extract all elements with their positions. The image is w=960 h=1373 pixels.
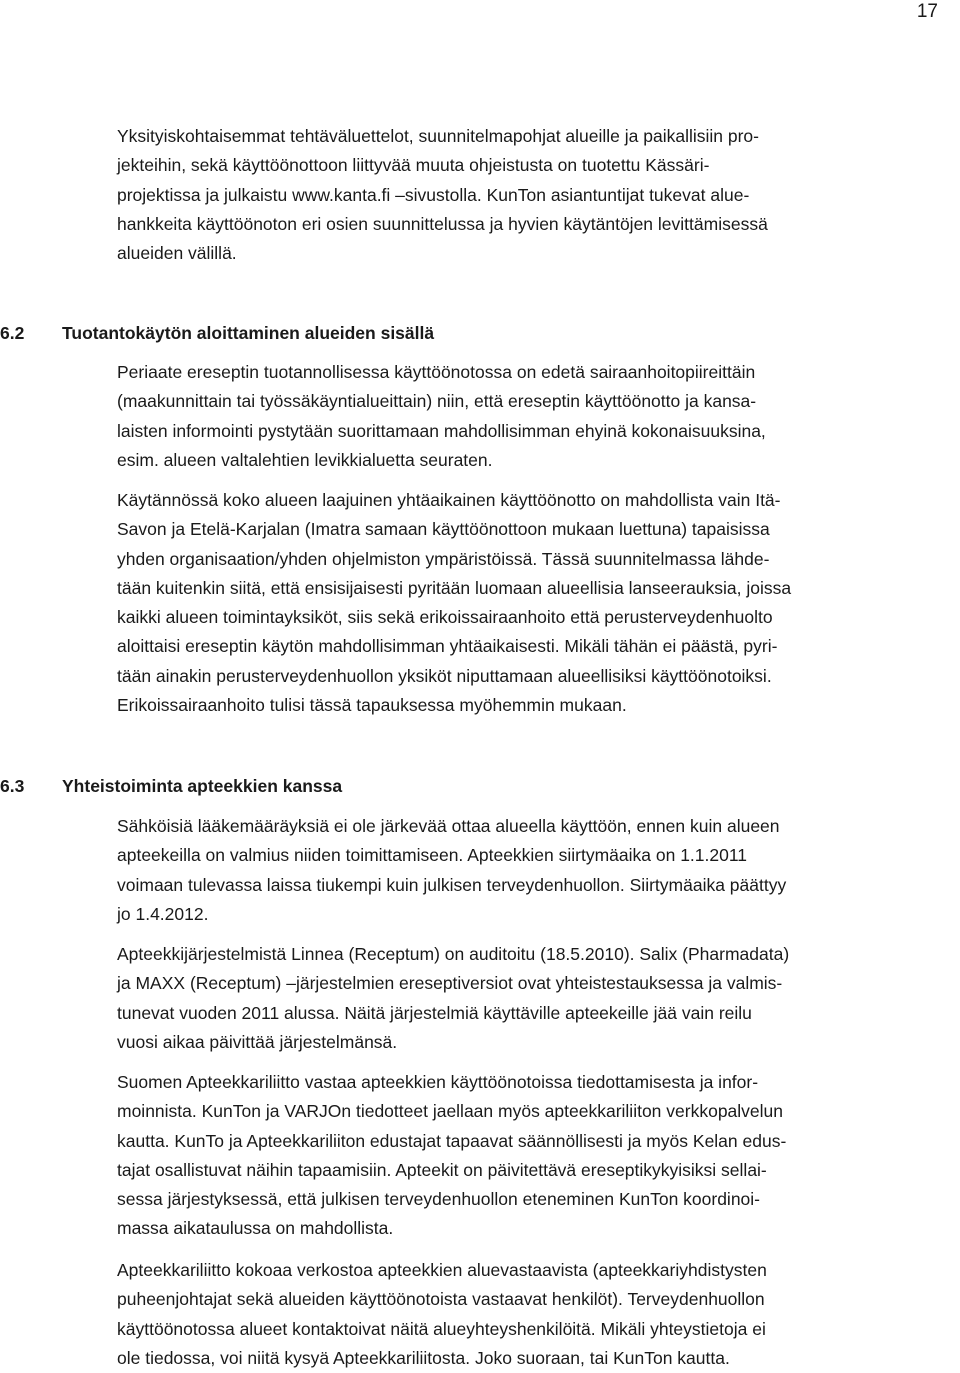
text-line: Yksityiskohtaisemmat tehtäväluettelot, suunnitelmapohjat alueille ja paikallisiin pro-: [117, 126, 759, 146]
text-line: Periaate ereseptin tuotannollisessa käyttöönotossa on edetä sairaanhoitopiireittäin: [117, 362, 756, 382]
section-heading-6-2: [0, 318, 960, 348]
text-line: tunevat vuoden 2011 alussa. Näitä järjestelmiä käyttäville apteekeille jää vain reilu: [117, 1002, 752, 1023]
text-line: vuosi aikaa päivittää järjestelmänsä.: [117, 1031, 398, 1052]
page-number: 17: [916, 1, 938, 22]
text-line: projektissa ja julkaistu www.kanta.fi –sivustolla. KunTon asiantuntijat tukevat alue-: [117, 184, 750, 205]
text-line: sessa järjestyksessä, että julkisen terveydenhuollon eteneminen KunTon koordinoi-: [117, 1189, 761, 1210]
text-line: Apteekkariliitto kokoaa verkostoa apteekkien aluevastaavista (apteekkariyhdistysten: [117, 1260, 767, 1280]
text-line: laisten informointi pystytään suorittamaan mahdollisimman ehyinä kokonaisuuksina,: [117, 420, 766, 441]
intro-paragraph: [117, 122, 940, 268]
text-line: alueiden välillä.: [117, 243, 237, 264]
text-line: hankkeita käyttöönoton eri osien suunnittelussa ja hyvien käytäntöjen levittämisessä: [117, 213, 768, 234]
text-line: Suomen Apteekkariliitto vastaa apteekkien käyttöönotoissa tiedottamisesta ja infor-: [117, 1072, 759, 1092]
text-line: kautta. KunTo ja Apteekkariliiton edustajat tapaavat säännöllisesti ja myös Kelan edus-: [117, 1130, 787, 1151]
section-6-3-paragraph-1: [117, 812, 940, 929]
text-line: Apteekkijärjestelmistä Linnea (Receptum) on auditoitu (18.5.2010). Salix (Pharmadata): [117, 944, 790, 964]
text-line: (maakunnittain tai työssäkäyntialueittain) niin, että ereseptin käyttöönotto ja kansa-: [117, 391, 757, 412]
text-line: tään kuitenkin siitä, että ensisijaisesti pyritään luomaan alueellisia lanseerauksia, joissa: [117, 577, 792, 598]
section-6-2-paragraph-2: [117, 486, 957, 720]
text-line: moinnista. KunTon ja VARJOn tiedotteet jaellaan myös apteekkariliiton verkkopalvelun: [117, 1101, 784, 1122]
text-line: Savon ja Etelä-Karjalan (Imatra samaan käyttöönottoon mukaan luettuna) tapaisissa: [117, 519, 770, 540]
section-number: 6.2: [0, 323, 25, 343]
text-line: tään ainakin perusterveydenhuollon yksiköt niputtamaan alueellisiksi käyttöönotoiksi.: [117, 665, 772, 686]
text-line: voimaan tulevassa laissa tiukempi kuin julkisen terveydenhuollon. Siirtymäaika päättyy: [117, 874, 787, 895]
section-heading-6-3: [0, 771, 960, 801]
section-number: 6.3: [0, 776, 25, 796]
text-line: jekteihin, sekä käyttöönottoon liittyvää muuta ohjeistusta on tuotettu Kässäri-: [117, 155, 710, 176]
text-line: apteekeilla on valmius niiden toimittamiseen. Apteekkien siirtymäaika on 1.1.2011: [117, 845, 748, 866]
text-line: ole tiedossa, voi niitä kysyä Apteekkariliitosta. Joko suoraan, tai KunTon kautta.: [117, 1347, 730, 1368]
text-line: tajat osallistuvat näihin tapaamisiin. Apteekit on päivitettävä ereseptikykyisiksi sellai-: [117, 1159, 767, 1180]
text-line: Erikoissairaanhoito tulisi tässä tapauksessa myöhemmin mukaan.: [117, 695, 627, 716]
section-6-3-paragraph-2: [117, 940, 957, 1057]
text-line: esim. alueen valtalehtien levikkialuetta seuraten.: [117, 449, 493, 470]
section-6-3-paragraph-3: [117, 1068, 957, 1244]
section-title: Yhteistoiminta apteekkien kanssa: [62, 776, 343, 796]
text-line: Sähköisiä lääkemääräyksiä ei ole järkevää ottaa alueella käyttöön, ennen kuin alueen: [117, 816, 780, 836]
text-line: jo 1.4.2012.: [117, 903, 209, 924]
text-line: kaikki alueen toimintayksiköt, siis sekä erikoissairaanhoito että perusterveydenhuolto: [117, 607, 773, 628]
text-line: käyttöönotossa alueet kontaktoivat näitä alueyhteyshenkilöitä. Mikäli yhteystietoja ei: [117, 1318, 766, 1339]
text-line: ja MAXX (Receptum) –järjestelmien ereseptiversiot ovat yhteistestauksessa ja valmis-: [117, 973, 783, 994]
text-line: yhden organisaation/yhden ohjelmiston ympäristöissä. Tässä suunnitelmassa lähde-: [117, 548, 770, 569]
text-line: massa aikataulussa on mahdollista.: [117, 1218, 394, 1239]
text-line: Käytännössä koko alueen laajuinen yhtäaikainen käyttöönotto on mahdollista vain Itä-: [117, 490, 781, 510]
text-line: puheenjohtajat sekä alueiden käyttöönotoista vastaavat henkilöt). Terveydenhuollon: [117, 1289, 765, 1310]
section-6-3-paragraph-4: [117, 1256, 957, 1373]
section-6-2-paragraph-1: [117, 358, 940, 475]
section-title: Tuotantokäytön aloittaminen alueiden sisällä: [62, 323, 435, 343]
text-line: aloittaisi ereseptin käytön mahdollisimman yhtäaikaisesti. Mikäli tähän ei päästä, pyri-: [117, 636, 778, 657]
